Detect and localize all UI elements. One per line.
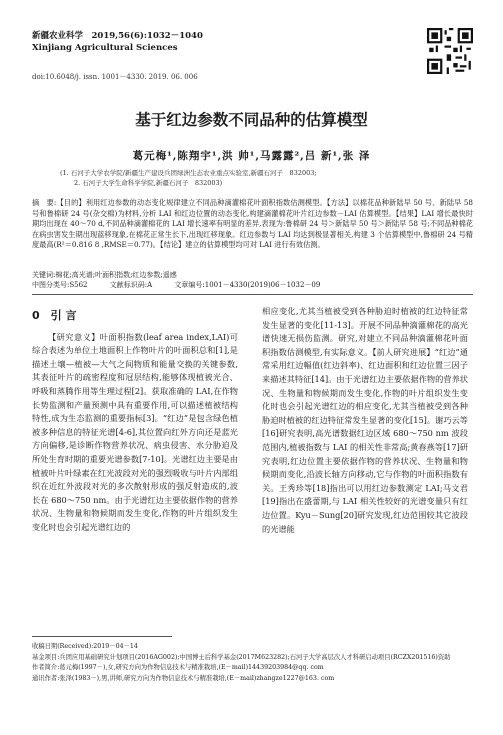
footnote-author: 作者简介:葛元梅(1997－),女,研究方向为作物信息技术与精准栽培,(E－mail)14439203984@qq. com — [32, 664, 324, 671]
affiliation-1: (1. 石河子大学农学院/新疆生产建设兵团绿洲生态农业重点实验室,新疆石河子 832003; — [60, 169, 317, 177]
footnote-received: 收稿日期(Received):2019－04－14 — [32, 643, 138, 650]
footnote-funding: 基金项目:兵团应用基础研究计划项目(2016AG002);中国博士后科学基金(2017M623282);石河子大学高层次人才科研启动项目(RCZX201516)资助 — [32, 653, 451, 661]
doi-line: doi:10.6048/j. issn. 1001－4330. 2019. 06. 006 — [32, 73, 198, 81]
footnote-divider — [32, 636, 172, 637]
divider — [32, 294, 473, 295]
footnotes — [32, 642, 473, 684]
qr-code-icon — [427, 28, 473, 74]
right-column — [262, 305, 468, 536]
affiliation-2: 2. 石河子大学生命科学学院,新疆石河子 832003) — [74, 179, 223, 187]
section-heading: 0 引 言 — [32, 309, 77, 322]
keywords-block — [32, 270, 473, 290]
keywords: 关键词:棉花;高光谱;叶面积指数;红边参数;遥感 — [32, 271, 177, 279]
journal-title-en: Xinjiang Agricultural Sciences — [32, 43, 178, 53]
paper-title: 基于红边参数不同品种的估算模型 — [135, 111, 368, 129]
affiliations — [60, 168, 463, 188]
left-column — [32, 305, 238, 535]
body-text-left: 【研究意义】叶面积指数(leaf area index,LAI)可综合表述为单位土地面积上作物叶片的叶面积总和[1],是描述土壤—植被—大气之间物质和能量交换的关键参数,其表征叶片的疏密程度和冠层结构,能够体现植被光合、呼吸和蒸腾作用等生理过程[2]。获取准确的 LAI,在作物长势监测和产量预测中具有重要作用,可以描述植被结构特性,成为生态监测的重要指标[3]。“红边”是包含绿色植被多种信息的特征光谱[4-6],其位置向红外方向还是蓝光方向偏移,是诊断作物营养状况、病虫侵害、水分胁迫及所处生育时期的重要光谱参数[7-10]。光谱红边主要是由植被叶片叶绿素在红光波段对光的强烈吸收与叶片内部组织在近红外波段对光的多次散射形成的强反射造成的,波长在 680～750 nm。由于光谱红边主要依据作物的营养状况、生物量和物候期而发生变化,作物的叶片组织发生变化时也会引起光谱红边的 — [32, 331, 238, 532]
classification-number: 中图分类号:S562 — [32, 281, 88, 289]
journal-header — [32, 30, 203, 54]
journal-title-cn: 新疆农业科学 2019,56(6):1032－1040 — [32, 31, 203, 41]
footnote-corresponding: 通讯作者:张泽(1983－),男,讲师,研究方向为作物信息技术与精准栽培,(E－mail)zhangze1227@163. com — [32, 674, 335, 682]
body-text-right: 相应变化,尤其当植被受到各种胁迫时植被的红边特征常发生显著的变化[11-13]。开展不同品种滴灌棉花的高光谱快速无损伤监测。研究,对建立不同品种滴灌棉花叶面积指数估测模型,有实际意义。【前人研究进展】“红边”通常采用红边幅值(红边斜率)、红边面积和红边位置三因子来描述其特征[14]。由于光谱红边主要依据作物的营养状况、生物量和物候期而发生变化,作物的叶片组织发生变化时也会引起光谱红边的相应变化,尤其当植被受到各种胁迫时植被的红边特征常发生显著的变化[15]。谢巧云等[16]研究表明,高光谱数据红边区域 680～750 nm 波段范围内,植被指数与 LAI 的相关性非常高;黄春燕等[17]研究表明,红边位置主要依据作物的营养状况、生物量和物候期而变化,沿波长轴方向移动,它与作物的叶面积指数有关。王秀珍等[18]指出可以用红边参数测定 LAI;马文君[19]指出在盛蕾期,与 LAI 相关性较好的光谱变量只有红边位置。Kyu－Sung[20]研究发现,红边范围较其它波段的光谱能 — [262, 306, 468, 534]
article-number: 文章编号:1001－4330(2019)06－1032－09 — [174, 281, 321, 289]
author-list: 葛元梅¹,陈翔宇¹,洪 帅¹,马露露²,吕 新¹,张 泽 — [132, 150, 371, 162]
abstract: 摘 要:【目的】利用红边参数的动态变化规律建立不同品种滴灌棉花叶面积指数估测模型。【方法】以棉花品种新陆早 50 号、新陆早 58 号和鲁棉研 24 号(杂交棉)为材料,分析 LAI 和红边位置的动态变化,构建滴灌棉花叶片红边参数－LAI 估算模型。【结果】LAI 增长最快时期均出现在 40～70 d,不同品种滴灌棉花的 LAI 增长速率有明显的差异,表现为:鲁棉研 24 号＞新陆早 50 号＞新陆早 58 号;不同品种棉花在病虫害发生期出现蓝移现象,在棉花正常生长下,出现红移现象。红边参数与 LAI 均达到极显著相关,构建 3 个估算模型中,鲁棉研 24 号精度最高(R²＝0.816 8 ,RMSE＝0.77)。【结论】建立的估算模型均可对 LAI 进行有效估测。 — [32, 198, 473, 249]
document-code: 文献标识码:A — [109, 281, 153, 289]
